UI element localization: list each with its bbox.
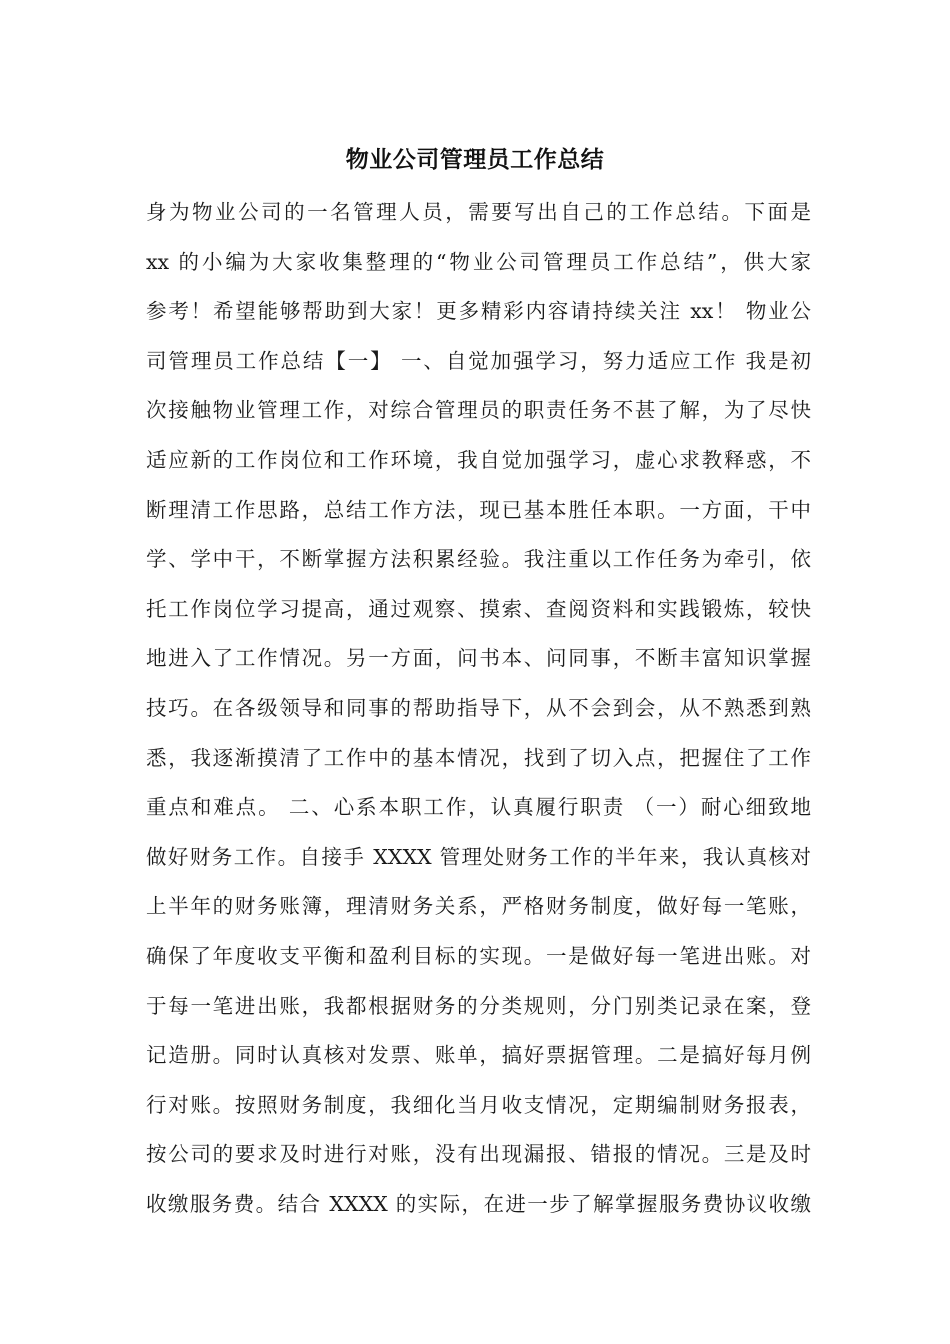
text-line: 做好财务工作。自接手 XXXX 管理处财务工作的半年来，我认真核对 xyxy=(146,844,811,869)
text-line: 记造册。同时认真核对发票、账单，搞好票据管理。二是搞好每月例 xyxy=(146,1043,811,1068)
text-line: 司管理员工作总结【一】 一、自觉加强学习，努力适应工作 我是初 xyxy=(146,348,811,373)
text-line: 技巧。在各级领导和同事的帮助指导下，从不会到会，从不熟悉到熟 xyxy=(146,695,811,720)
text-line: 次接触物业管理工作，对综合管理员的职责任务不甚了解，为了尽快 xyxy=(146,398,811,423)
text-line: 断理清工作思路，总结工作方法，现已基本胜任本职。一方面，干中 xyxy=(146,497,811,522)
text-line: 重点和难点。 二、心系本职工作，认真履行职责 （一）耐心细致地 xyxy=(146,795,811,820)
text-line: 学、学中干，不断掌握方法积累经验。我注重以工作任务为牵引，依 xyxy=(146,547,811,572)
text-line: 参考！希望能够帮助到大家！更多精彩内容请持续关注 xx！ 物业公 xyxy=(146,299,811,324)
text-line: 按公司的要求及时进行对账，没有出现漏报、错报的情况。三是及时 xyxy=(146,1142,811,1167)
text-line: 于每一笔进出账，我都根据财务的分类规则，分门别类记录在案，登 xyxy=(146,993,811,1018)
text-line: 托工作岗位学习提高，通过观察、摸索、查阅资料和实践锻炼，较快 xyxy=(146,596,811,621)
text-line: 地进入了工作情况。另一方面，问书本、问同事，不断丰富知识掌握 xyxy=(146,646,811,671)
text-line: xx 的小编为大家收集整理的“物业公司管理员工作总结”，供大家 xyxy=(146,249,811,274)
text-line: 行对账。按照财务制度，我细化当月收支情况，定期编制财务报表， xyxy=(146,1092,811,1117)
document-body xyxy=(146,188,811,1229)
text-line: 悉，我逐渐摸清了工作中的基本情况，找到了切入点，把握住了工作 xyxy=(146,745,811,770)
text-line: 收缴服务费。结合 XXXX 的实际，在进一步了解掌握服务费协议收缴 xyxy=(146,1191,811,1216)
text-line: 适应新的工作岗位和工作环境，我自觉加强学习，虚心求教释惑，不 xyxy=(146,447,811,472)
text-line: 身为物业公司的一名管理人员，需要写出自己的工作总结。下面是 xyxy=(146,200,811,224)
document-title: 物业公司管理员工作总结 xyxy=(345,146,605,173)
text-line: 上半年的财务账簿，理清财务关系，严格财务制度，做好每一笔账， xyxy=(146,894,811,919)
text-line: 确保了年度收支平衡和盈利目标的实现。一是做好每一笔进出账。对 xyxy=(146,943,811,968)
